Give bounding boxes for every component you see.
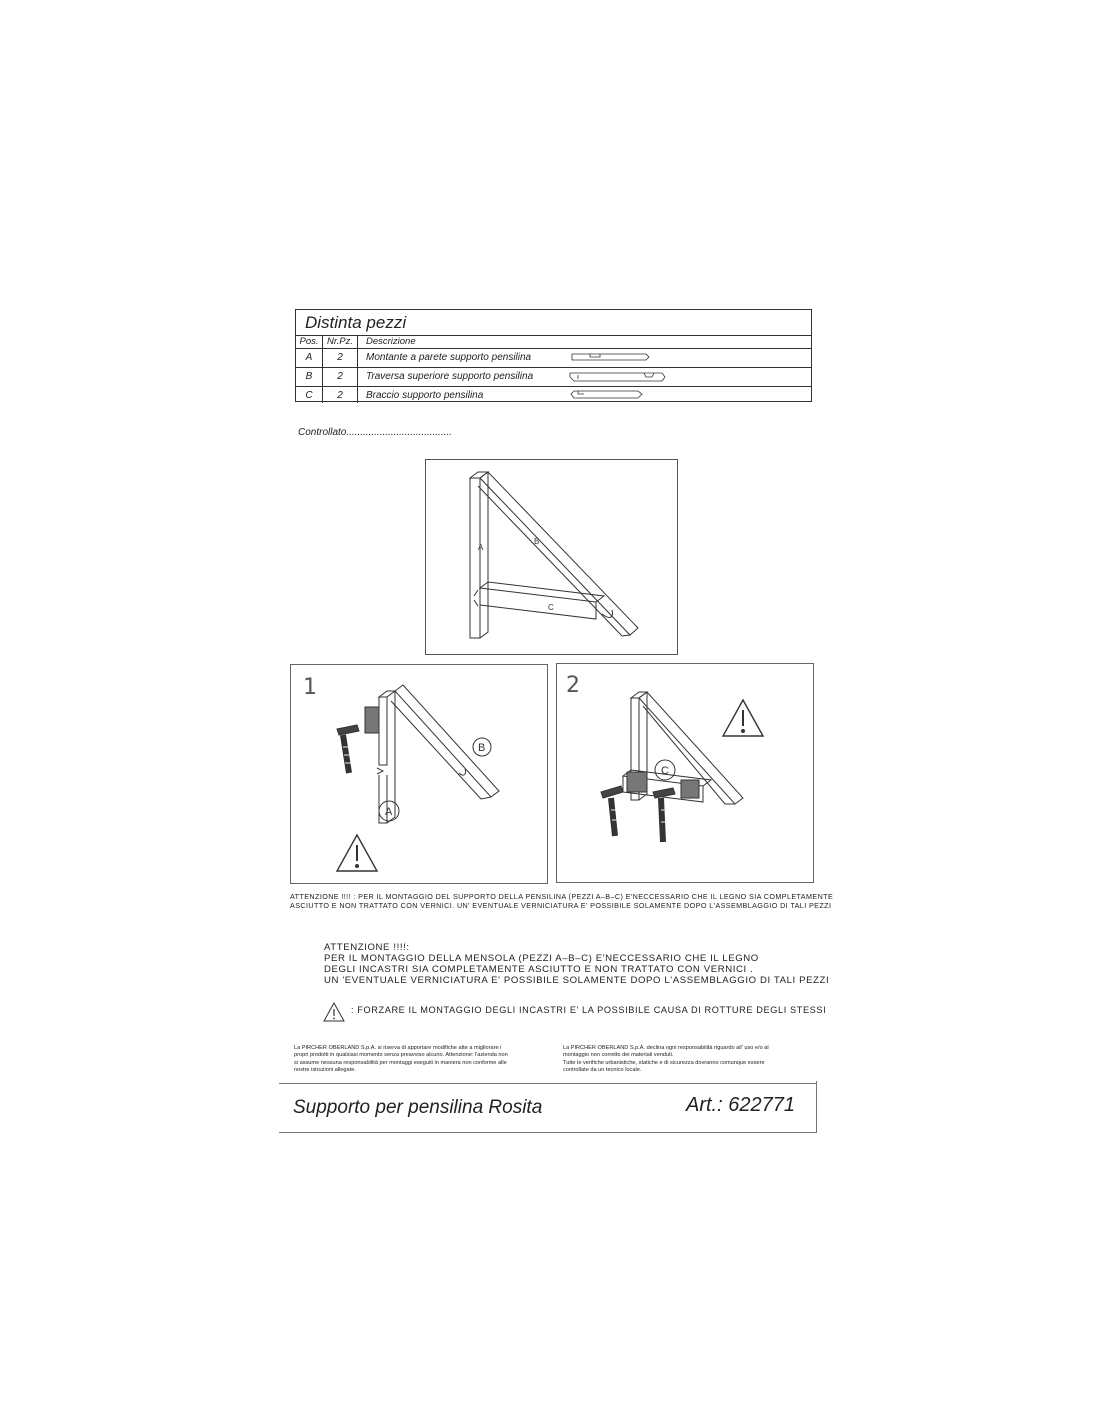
footer-top-rule <box>279 1083 817 1084</box>
step-2-number: 2 <box>566 673 580 698</box>
part-qty: 2 <box>323 349 358 367</box>
footer-bottom-rule <box>279 1132 817 1133</box>
figure-label-b: B <box>534 537 540 546</box>
header-qty: Nr.Pz. <box>323 335 358 348</box>
parts-row <box>296 387 811 403</box>
parts-row <box>296 349 811 368</box>
warning-small <box>290 892 833 910</box>
warning-small-line: ASCIUTTO E NON TRATTATO CON VERNICI. UN' EVENTUALE VERNICIATURA E' POSSIBILE SOLAMENTE DOPO L'ASSEMBLAGGIO DI TALI PEZZI <box>290 901 832 910</box>
disclaimer-line: montaggio non corretto dei materiali venduti. <box>563 1052 674 1059</box>
warning-triangle-icon <box>323 1002 345 1022</box>
part-desc: Montante a parete supporto pensilina <box>366 352 532 363</box>
step-2-drawing <box>557 664 813 882</box>
step-1-label-a: A <box>385 806 393 818</box>
parts-list-title: Distinta pezzi <box>305 313 407 332</box>
top-beam-icon <box>568 371 668 383</box>
header-desc: Descrizione <box>366 336 416 347</box>
force-warning-note <box>323 1002 827 1024</box>
part-pos: A <box>296 349 323 367</box>
parts-list-table <box>295 309 812 402</box>
parts-header-row <box>296 335 811 349</box>
disclaimer-line: si assume nessuna responsabilità per montaggi eseguiti in maniera non conforme alle <box>294 1059 507 1066</box>
step-2-label-c: C <box>661 765 669 777</box>
checked-by-field: Controllato...................................... <box>298 427 452 438</box>
warning-large-line: UN 'EVENTUALE VERNICIATURA E' POSSIBILE SOLAMENTE DOPO L'ASSEMBLAGGIO DI TALI PEZZI <box>324 975 830 986</box>
part-desc: Braccio supporto pensilina <box>366 390 484 401</box>
warning-large-line: PER IL MONTAGGIO DELLA MENSOLA (PEZZI A–B–C) E'NECCESSARIO CHE IL LEGNO <box>324 953 759 964</box>
step-1-drawing <box>291 665 547 883</box>
parts-row <box>296 368 811 387</box>
step-1-panel <box>290 664 548 884</box>
footer-side-rule <box>816 1081 817 1133</box>
disclaimer-line: La PIRCHER OBERLAND S.p.A. si riserva di apportare modifiche atte a migliorare i <box>294 1045 502 1051</box>
step-1-label-b: B <box>478 742 486 754</box>
disclaimer-line: La PIRCHER OBERLAND S.p.A. declina ogni responsabilità riguardo all' uso e/o al <box>563 1045 769 1051</box>
assembled-bracket-figure <box>425 459 678 655</box>
disclaimer-left <box>294 1045 554 1074</box>
warning-small-line: ATTENZIONE !!!! : PER IL MONTAGGIO DEL SUPPORTO DELLA PENSILINA (PEZZI A–B–C) E'NECCESSARIO CHE IL LEGNO SIA COMPLETAMENTE <box>290 892 834 901</box>
disclaimer-line: nostre istruzioni allegate. <box>294 1066 356 1073</box>
force-warning-text: : FORZARE IL MONTAGGIO DEGLI INCASTRI E' LA POSSIBILE CAUSA DI ROTTURE DEGLI STESSI <box>351 1005 827 1015</box>
parts-list-title-row <box>296 310 811 336</box>
part-qty: 2 <box>323 387 358 403</box>
warning-large-line: DEGLI INCASTRI SIA COMPLETAMENTE ASCIUTTO E NON TRATTATO CON VERNICI . <box>324 964 754 975</box>
article-number: Art.: 622771 <box>686 1094 795 1116</box>
step-1-number: 1 <box>303 675 317 700</box>
part-desc: Traversa superiore supporto pensilina <box>366 371 534 382</box>
header-pos: Pos. <box>296 335 323 348</box>
bracket-drawing <box>426 460 679 656</box>
part-pos: B <box>296 368 323 386</box>
figure-label-c: C <box>548 603 554 612</box>
disclaimer-right <box>563 1045 813 1074</box>
support-arm-icon <box>570 389 646 401</box>
warning-large-heading: ATTENZIONE !!!!: <box>324 942 410 953</box>
figure-label-a: A <box>478 543 484 552</box>
disclaimer-line: propri prodotti in qualsiasi momento senza preavviso alcuno. Attenzione: l'azienda non <box>294 1052 508 1059</box>
disclaimer-line: controllate da un tecnico locale. <box>563 1066 642 1073</box>
wall-post-icon <box>570 352 650 362</box>
part-pos: C <box>296 387 323 403</box>
step-2-panel <box>556 663 814 883</box>
part-qty: 2 <box>323 368 358 386</box>
disclaimer-line: Tutte le verifiche urbanistiche, statiche e di sicurezza dovranno comunque essere <box>563 1059 765 1066</box>
product-name: Supporto per pensilina Rosita <box>293 1097 543 1118</box>
warning-large <box>324 942 829 986</box>
